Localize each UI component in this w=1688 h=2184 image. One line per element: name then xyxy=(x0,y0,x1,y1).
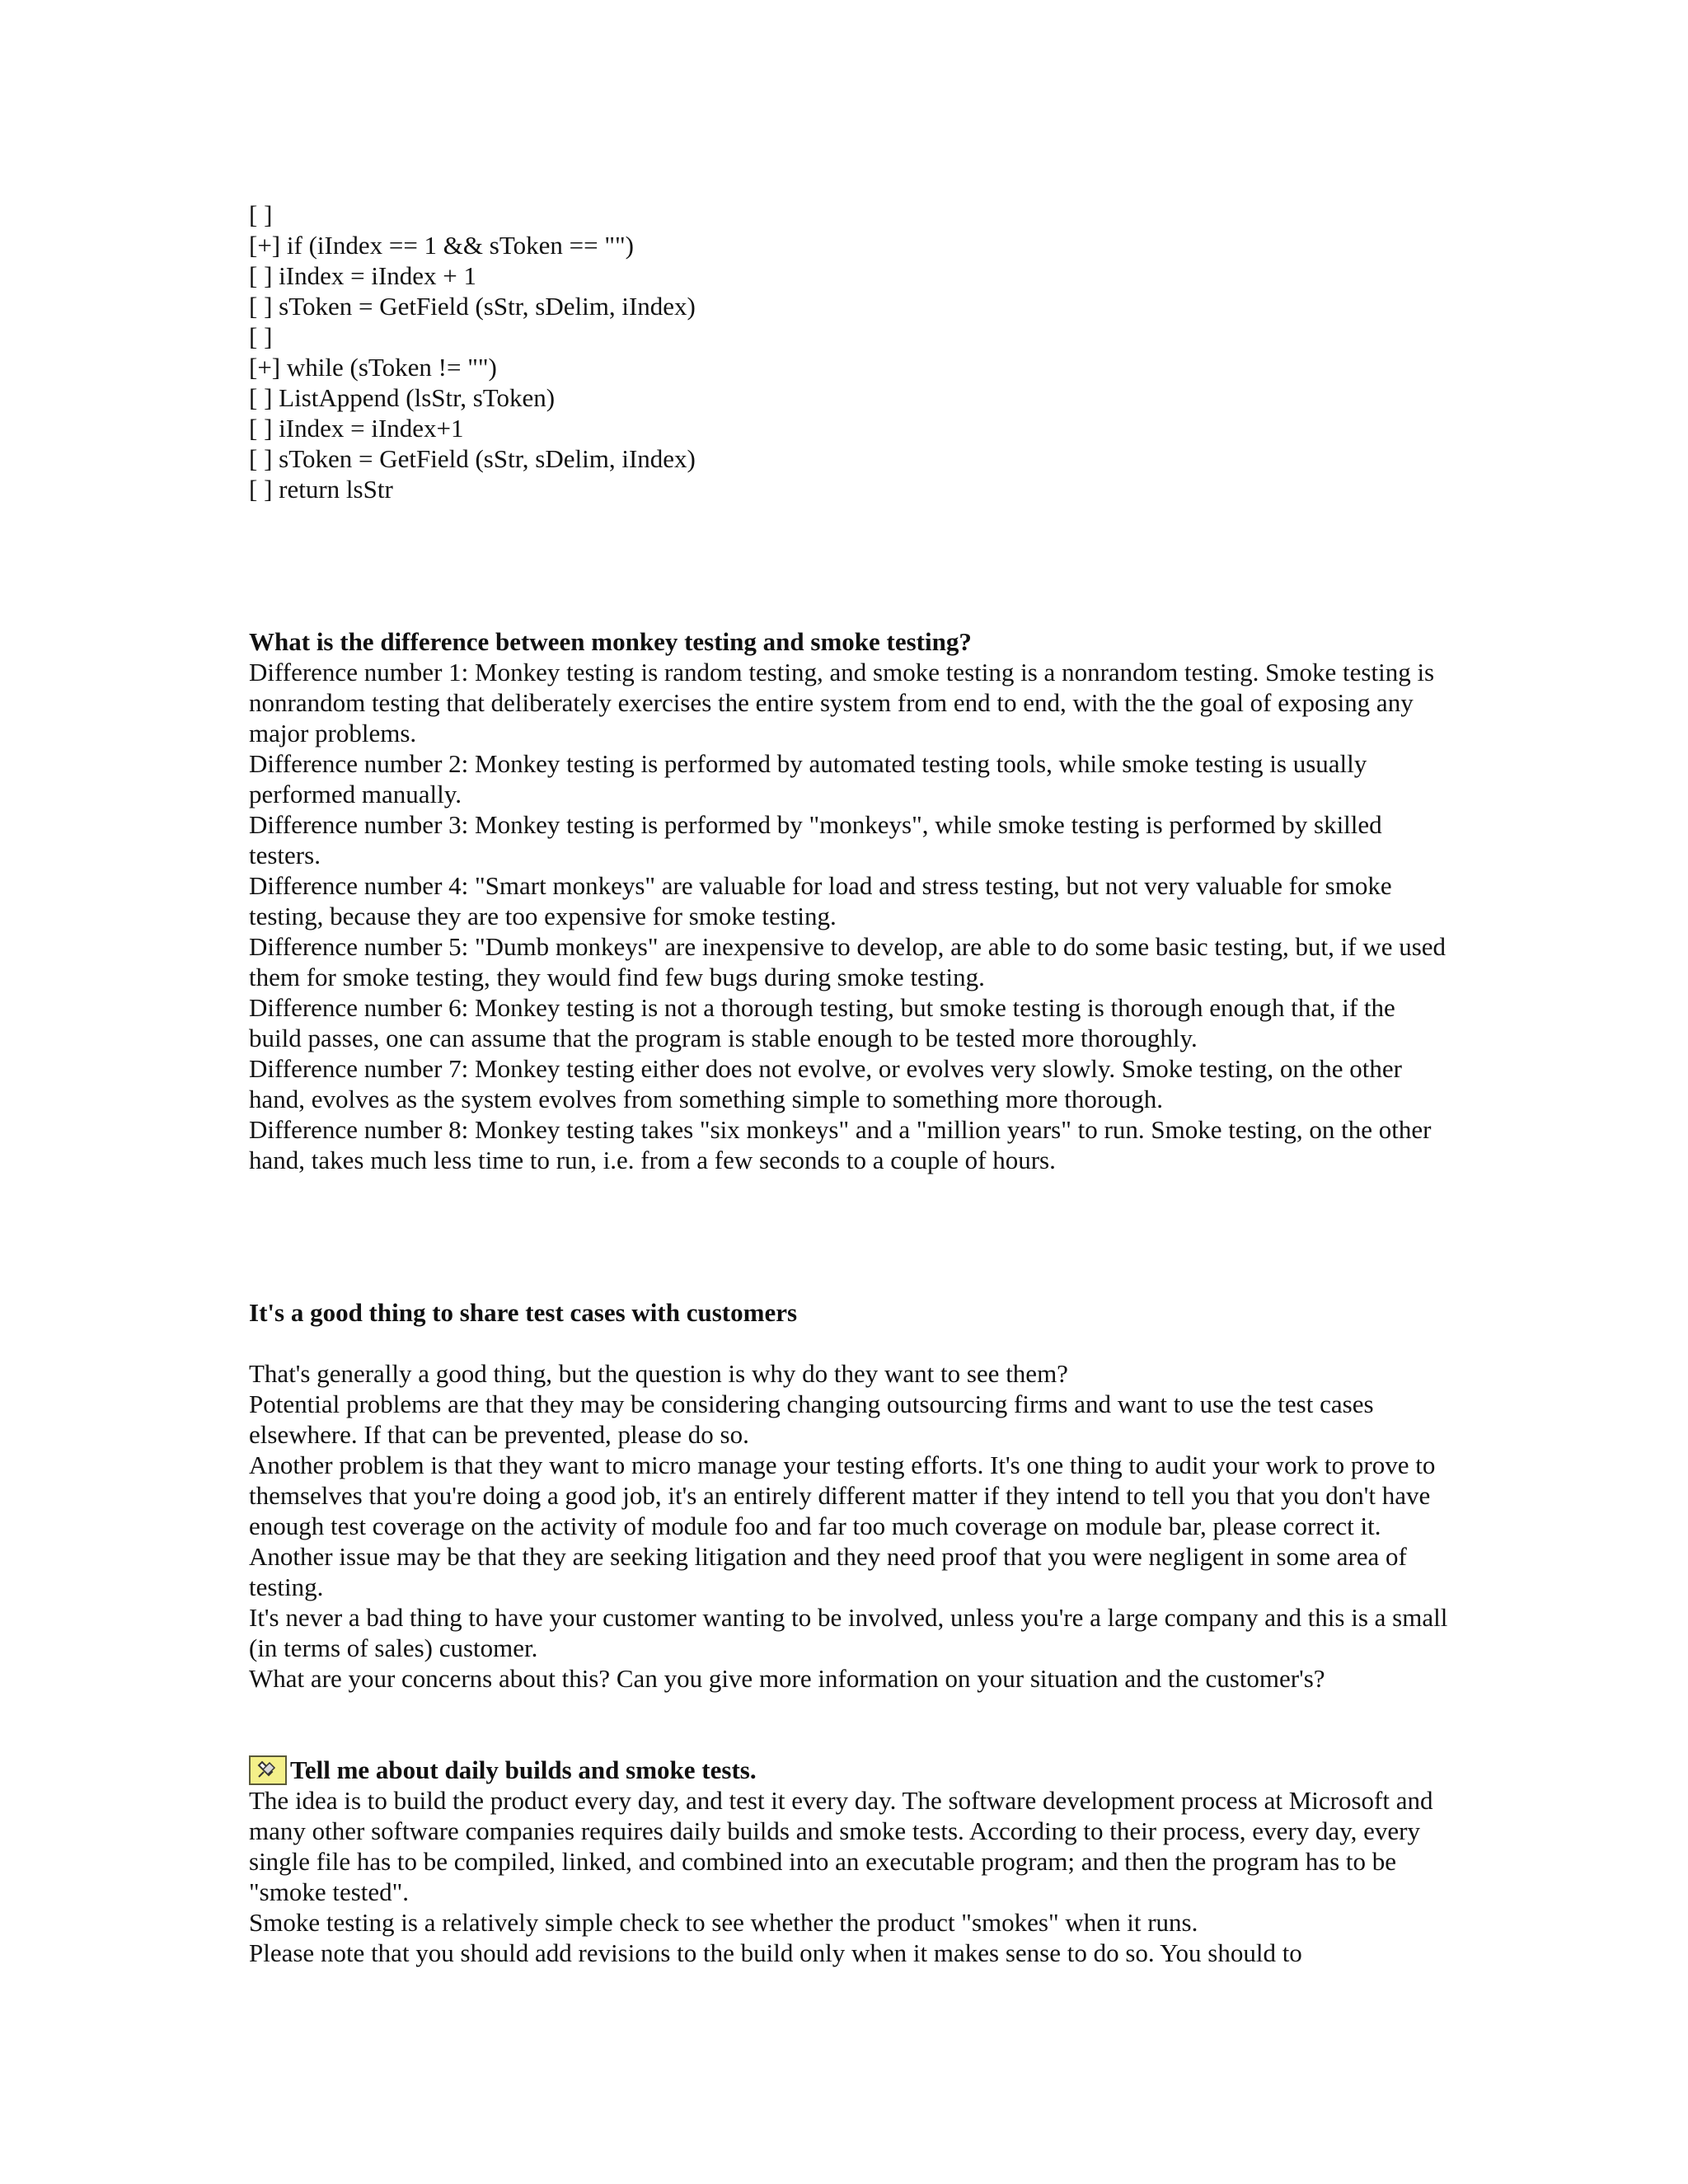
section-daily-builds xyxy=(249,1755,1452,1968)
paragraph: What are your concerns about this? Can you give more information on your situation and the customer's? xyxy=(249,1664,1325,1693)
paragraph: That's generally a good thing, but the question is why do they want to see them? xyxy=(249,1359,1068,1388)
code-line: [ ] ListAppend (lsStr, sToken) xyxy=(249,383,556,412)
code-line: [ ] iIndex = iIndex+1 xyxy=(249,414,464,443)
section-heading: What is the difference between monkey testing and smoke testing? xyxy=(249,627,972,656)
note-icon xyxy=(249,1755,287,1785)
code-line: [ ] xyxy=(249,200,273,229)
document-content xyxy=(249,199,1452,1968)
paragraph: The idea is to build the product every day, and test it every day. The software development process at Microsoft and many other software companies requires daily builds and smoke tests. According to their process, every day, every single file has to be compiled, linked, and combined into an executable program; and then the program has to be "smoke tested". xyxy=(249,1786,1433,1906)
paragraph: Difference number 6: Monkey testing is not a thorough testing, but smoke testing is thorough enough that, if the build passes, one can assume that the program is stable enough to be tested more thoroughly. xyxy=(249,993,1395,1052)
section-heading: Tell me about daily builds and smoke tests. xyxy=(290,1755,757,1784)
spacer xyxy=(249,1328,1452,1358)
paragraph: Another problem is that they want to micro manage your testing efforts. It's one thing to audit your work to prove to themselves that you're doing a good job, it's an entirely different matter if they intend to tell you that you don't have enough test coverage on the activity of module foo and far too much coverage on module bar, please correct it. xyxy=(249,1451,1436,1540)
paragraph: It's never a bad thing to have your customer wanting to be involved, unless you're a large company and this is a small (in terms of sales) customer. xyxy=(249,1603,1448,1662)
code-line: [ ] sToken = GetField (sStr, sDelim, iIndex) xyxy=(249,292,696,321)
paragraph: Difference number 7: Monkey testing either does not evolve, or evolves very slowly. Smoke testing, on the other hand, evolves as the system evolves from something simple to something more thorough. xyxy=(249,1054,1402,1113)
code-listing xyxy=(249,199,1452,504)
code-line: [ ] sToken = GetField (sStr, sDelim, iIndex) xyxy=(249,444,696,473)
paragraph: Potential problems are that they may be considering changing outsourcing firms and want to use the test cases elsewhere. If that can be prevented, please do so. xyxy=(249,1390,1374,1449)
section-heading: It's a good thing to share test cases with customers xyxy=(249,1298,798,1327)
section-share-test-cases xyxy=(249,1297,1452,1694)
paragraph: Difference number 3: Monkey testing is performed by "monkeys", while smoke testing is performed by skilled testers. xyxy=(249,810,1382,869)
paragraph: Another issue may be that they are seeking litigation and they need proof that you were negligent in some area of testing. xyxy=(249,1542,1407,1601)
code-line: [+] while (sToken != "") xyxy=(249,353,497,382)
section-heading-row xyxy=(249,1755,1452,1785)
section-monkey-vs-smoke xyxy=(249,626,1452,1175)
spacer xyxy=(249,504,1452,626)
paragraph: Difference number 2: Monkey testing is performed by automated testing tools, while smoke testing is usually performed manually. xyxy=(249,749,1367,808)
code-line: [ ] return lsStr xyxy=(249,475,393,504)
paragraph: Difference number 5: "Dumb monkeys" are inexpensive to develop, are able to do some basic testing, but, if we used them for smoke testing, they would find few bugs during smoke testing. xyxy=(249,932,1447,991)
spacer xyxy=(249,1175,1452,1297)
paragraph: Please note that you should add revisions to the build only when it makes sense to do so. You should to xyxy=(249,1938,1302,1967)
code-line: [ ] iIndex = iIndex + 1 xyxy=(249,261,477,290)
spacer xyxy=(249,1694,1452,1755)
code-line: [+] if (iIndex == 1 && sToken == "") xyxy=(249,231,634,260)
paragraph: Difference number 4: "Smart monkeys" are valuable for load and stress testing, but not very valuable for smoke testing, because they are too expensive for smoke testing. xyxy=(249,871,1392,930)
code-line: [ ] xyxy=(249,322,273,351)
paragraph: Difference number 8: Monkey testing takes "six monkeys" and a "million years" to run. Smoke testing, on the other hand, takes much less time to run, i.e. from a few seconds to a couple of hours. xyxy=(249,1115,1432,1174)
paragraph: Smoke testing is a relatively simple check to see whether the product "smokes" when it runs. xyxy=(249,1908,1198,1937)
paragraph: Difference number 1: Monkey testing is random testing, and smoke testing is a nonrandom testing. Smoke testing is nonrandom testing that deliberately exercises the entire system from end to end, with the the goal of exposing any major problems. xyxy=(249,658,1435,748)
